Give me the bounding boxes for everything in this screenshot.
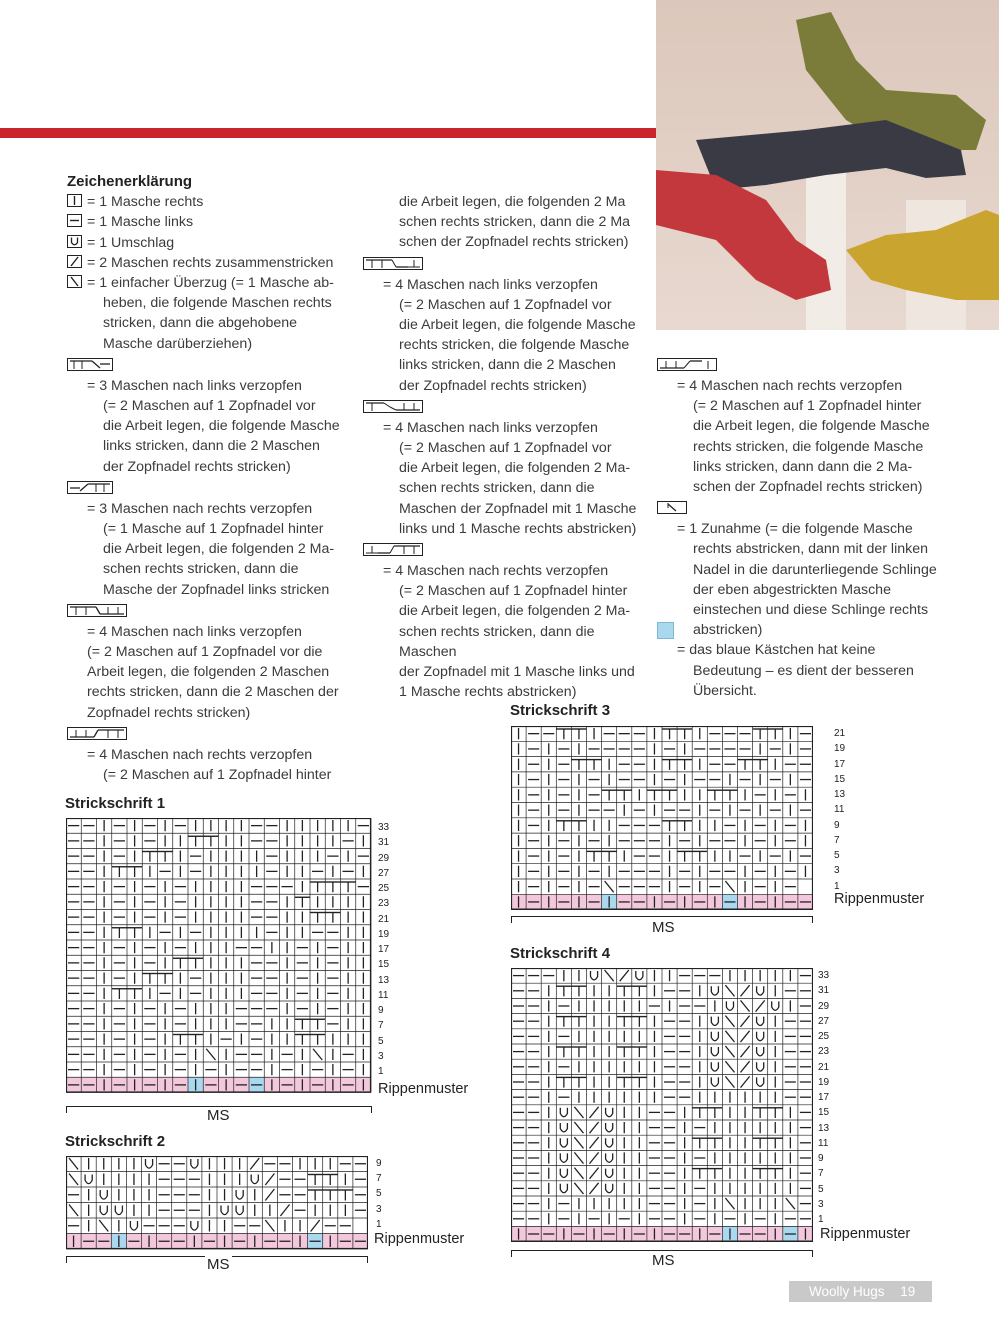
skp-stitch (725, 1076, 734, 1087)
cable-4-left-purl-b-icon (363, 400, 423, 413)
skp-stitch (741, 1000, 750, 1011)
row-number: 3 (376, 1203, 382, 1215)
chart-1-ms-label: MS (207, 1107, 230, 1124)
yarnover-stitch (100, 1206, 107, 1215)
k2tog-stitch (756, 1000, 765, 1011)
yarnover-stitch (560, 1108, 567, 1117)
legend-item-header (657, 497, 957, 519)
row-number: 25 (378, 883, 390, 894)
k2tog-stitch (590, 1168, 599, 1179)
row-number: 21 (818, 1061, 830, 1073)
skp-stitch (206, 1049, 215, 1060)
chart-2-ms-label: MS (207, 1256, 230, 1273)
legend-item: = 1 einfacher Überzug (= 1 Masche ab- heben, die folgende Maschen rechts stricken, dann die abgehobene Masche darüberziehen) (67, 273, 352, 354)
skp-stitch (574, 1137, 583, 1148)
row-number: 7 (818, 1168, 824, 1180)
yarnover-stitch (560, 1123, 567, 1132)
row-number: 25 (818, 1031, 830, 1042)
yarnover-stitch (606, 1123, 613, 1132)
row-number: 23 (378, 898, 390, 910)
k2tog-stitch (741, 1061, 750, 1072)
skp-stitch (574, 1152, 583, 1163)
legend-item: = 4 Maschen nach rechts verzopfen (= 2 Maschen auf 1 Zopfnadel hinter (87, 746, 332, 784)
chart-3-footer: Rippenmuster (834, 891, 925, 907)
row-number: 19 (818, 1076, 830, 1088)
legend-column-1 (67, 172, 352, 785)
legend-item: = 1 Umschlag (67, 233, 352, 253)
k2tog-stitch (590, 1122, 599, 1133)
legend-item: = das blaue Kästchen hat keine Bedeutung – es dient der besseren Übersicht. (677, 642, 914, 699)
row-number: 27 (378, 867, 390, 879)
row-number: 19 (834, 743, 846, 755)
skp-stitch (725, 881, 734, 892)
row-number: 13 (834, 789, 846, 800)
chart-3-title: Strickschrift 3 (510, 702, 611, 719)
k2tog-stitch (265, 1189, 274, 1201)
socks-photo (656, 0, 999, 330)
yarnover-stitch (757, 1047, 764, 1056)
chart-1-footer: Rippenmuster (378, 1081, 469, 1097)
legend-item: = 2 Maschen rechts zusammenstricken (67, 253, 352, 273)
skp-stitch (69, 1174, 78, 1186)
cable-3-right-icon (67, 481, 113, 494)
increase-icon (657, 501, 687, 514)
yarnover-stitch (606, 1184, 613, 1193)
chart-3-ms-label: MS (652, 919, 675, 936)
yarnover-stitch (591, 971, 598, 980)
yarnover-stitch (251, 1175, 258, 1184)
chart-2-grid (66, 1156, 368, 1250)
yarnover-stitch (711, 1077, 718, 1086)
legend-item: = 4 Maschen nach links verzopfen (= 2 Maschen auf 1 Zopfnadel vor die Arbeit legen, die folgenden 2 Maschen rechts stricken, dann die 2 Maschen der Zopfnadel rechts stricken) (87, 623, 339, 721)
chart-1-title: Strickschrift 1 (65, 795, 166, 812)
row-number: 5 (378, 1035, 384, 1047)
row-number: 3 (834, 865, 840, 877)
row-number: 17 (818, 1092, 830, 1103)
chart-4-footer: Rippenmuster (820, 1226, 911, 1242)
row-number: 7 (378, 1020, 384, 1032)
purl-symbol-icon (67, 214, 82, 227)
row-number: 1 (818, 1214, 824, 1225)
k2tog-stitch (590, 1107, 599, 1118)
row-number: 29 (378, 852, 390, 864)
legend-column-3 (657, 354, 957, 701)
row-number: 9 (378, 1005, 384, 1016)
row-number: 1 (376, 1218, 382, 1230)
chart-2-footer: Rippenmuster (374, 1231, 465, 1247)
legend-item: = 1 Masche links (67, 212, 352, 232)
yarnover-stitch (191, 1159, 198, 1168)
cable-4-left-icon (67, 604, 127, 617)
yarnover-stitch (757, 1017, 764, 1026)
legend-item-header (67, 600, 352, 622)
page-footer (789, 1281, 932, 1302)
yarnover-stitch (85, 1175, 92, 1184)
row-number: 29 (818, 1000, 830, 1012)
chart-1-grid (66, 818, 372, 1096)
yarnover-stitch (130, 1221, 137, 1230)
row-number: 31 (378, 837, 390, 849)
chart-3-grid (511, 726, 813, 910)
row-number: 1 (834, 880, 840, 892)
skp-stitch (725, 1198, 734, 1209)
skp-stitch (725, 1016, 734, 1027)
row-number: 7 (376, 1173, 382, 1185)
yarnover-stitch (606, 1108, 613, 1117)
yarnover-stitch (711, 986, 718, 995)
skp-stitch (605, 881, 614, 892)
skp-symbol-icon (67, 275, 82, 288)
yarnover-stitch (711, 1032, 718, 1041)
skp-stitch (574, 1183, 583, 1194)
yarnover-stitch (711, 1062, 718, 1071)
yarnover-stitch (221, 1206, 228, 1215)
row-number: 15 (818, 1107, 830, 1119)
chart-4-row-labels (818, 968, 829, 1227)
row-number: 1 (378, 1066, 384, 1077)
legend-item: = 3 Maschen nach rechts verzopfen (= 1 Masche auf 1 Zopfnadel hinter die Arbeit legen, die folgenden 2 Ma- schen rechts stricken, dann die Masche der Zopfnadel links stricken (87, 500, 335, 598)
yarnover-stitch (606, 1138, 613, 1147)
chart-4-ms-label: MS (652, 1252, 675, 1269)
row-number: 5 (376, 1188, 382, 1200)
row-number: 19 (378, 928, 390, 940)
yarnover-symbol-icon (67, 235, 82, 248)
yarnover-stitch (636, 971, 643, 980)
legend-item: = 4 Maschen nach links verzopfen (= 2 Maschen auf 1 Zopfnadel vor die Arbeit legen, die folgenden 2 Ma- schen rechts stricken, dann die Maschen der Zopfnadel mit 1 Masche links und 1 Masche rechts abstricken) (383, 419, 637, 537)
yarnover-stitch (772, 1001, 779, 1010)
yarnover-stitch (757, 1077, 764, 1086)
row-number: 13 (818, 1122, 830, 1134)
row-number: 27 (818, 1015, 830, 1027)
legend-item: = 1 Masche rechts (67, 192, 352, 212)
skp-stitch (574, 1168, 583, 1179)
skp-stitch (99, 1220, 108, 1232)
row-number: 31 (818, 985, 830, 997)
skp-stitch (574, 1107, 583, 1118)
chart-4-grid (511, 968, 813, 1242)
legend-item: = 4 Maschen nach links verzopfen (= 2 Maschen auf 1 Zopfnadel vor die Arbeit legen, die folgende Masche rechts stricken, die folgende Masche links stricken, dann die 2 Maschen der Zopfnadel rechts stricken) (383, 276, 636, 394)
cable-4-right-purl-icon (363, 543, 423, 556)
k2tog-stitch (620, 970, 629, 981)
legend-item-header (67, 477, 352, 499)
chart-4-title: Strickschrift 4 (510, 945, 611, 962)
row-number: 15 (378, 959, 390, 971)
yarnover-stitch (236, 1206, 243, 1215)
row-number: 11 (818, 1137, 829, 1149)
row-number: 3 (818, 1198, 824, 1210)
k2tog-stitch (741, 1046, 750, 1057)
skp-stitch (725, 1046, 734, 1057)
skp-stitch (605, 970, 614, 981)
row-number: 9 (834, 819, 840, 831)
row-number: 7 (834, 834, 840, 846)
chart-2-row-labels (376, 1156, 382, 1232)
legend-continuation: die Arbeit legen, die folgenden 2 Ma schen rechts stricken, dann die 2 Ma schen der Zopfnadel rechts stricken) (399, 194, 631, 251)
legend-item: = 3 Maschen nach links verzopfen (= 2 Maschen auf 1 Zopfnadel vor die Arbeit legen, die folgende Masche links stricken, dann die 2 Maschen der Zopfnadel rechts stricken) (87, 377, 340, 475)
k2tog-stitch (741, 1076, 750, 1087)
yarnover-stitch (711, 1047, 718, 1056)
yarnover-stitch (711, 1017, 718, 1026)
row-number: 11 (834, 804, 845, 816)
legend-item-header (363, 539, 653, 561)
skp-stitch (313, 1049, 322, 1060)
k2tog-stitch (741, 985, 750, 996)
row-number: 17 (834, 758, 846, 770)
chart-1-row-labels (378, 820, 389, 1079)
skp-stitch (725, 1031, 734, 1042)
cable-4-right-purl-b-icon (657, 358, 717, 371)
k2tog-symbol-icon (67, 255, 82, 268)
chart-2-title: Strickschrift 2 (65, 1133, 166, 1150)
legend-item: = 4 Maschen nach rechts verzopfen (= 2 Maschen auf 1 Zopfnadel hinter die Arbeit legen, die folgende Masche rechts stricken, die folgende Masche links stricken, dann dann die 2 Ma- schen der Zopfnadel rechts stricken) (677, 378, 930, 496)
knit-symbol-icon (67, 194, 82, 207)
skp-stitch (725, 985, 734, 996)
blue-box-icon (657, 622, 674, 639)
row-number: 3 (378, 1050, 384, 1062)
yarnover-stitch (560, 1184, 567, 1193)
row-number: 9 (818, 1153, 824, 1164)
k2tog-stitch (265, 1174, 274, 1186)
cable-3-left-icon (67, 358, 113, 371)
row-number: 33 (818, 970, 830, 981)
row-number: 9 (376, 1158, 382, 1169)
k2tog-stitch (590, 1137, 599, 1148)
k2tog-stitch (311, 1220, 320, 1232)
skp-stitch (265, 1220, 274, 1232)
row-number: 23 (818, 1046, 830, 1058)
row-number: 11 (378, 989, 389, 1001)
yarnover-stitch (606, 1153, 613, 1162)
row-number: 5 (834, 850, 840, 861)
chart-3-row-labels (834, 726, 845, 894)
legend-item-header (363, 253, 653, 275)
magazine-name: Woolly Hugs (809, 1284, 885, 1299)
skp-stitch (69, 1205, 78, 1217)
legend-item: = 1 Zunahme (= die folgende Masche rechts abstricken, dann mit der linken Nadel in die darunterliegende Schlinge der eben abgestrickten Masche einstechen und diese Schlinge rechts abstricken) (657, 519, 957, 640)
yarnover-stitch (191, 1221, 198, 1230)
k2tog-stitch (741, 1016, 750, 1027)
yarnover-stitch (560, 1169, 567, 1178)
skp-stitch (786, 1198, 795, 1209)
k2tog-stitch (590, 1152, 599, 1163)
k2tog-stitch (250, 1158, 259, 1170)
legend-item: = 4 Maschen nach rechts verzopfen (= 2 Maschen auf 1 Zopfnadel hinter die Arbeit legen, die folgenden 2 Ma- schen rechts stricken, dann die Maschen der Zopfnadel mit 1 Masche links und 1 Masche rechts abstricken) (383, 563, 635, 701)
row-number: 15 (834, 773, 846, 785)
page-number: 19 (900, 1284, 916, 1299)
legend-item-header (67, 354, 352, 376)
legend-column-2 (363, 192, 653, 702)
legend-title: Zeichenerklärung (67, 173, 193, 190)
yarnover-stitch (115, 1206, 122, 1215)
row-number: 5 (818, 1183, 824, 1195)
yarnover-stitch (757, 1032, 764, 1041)
legend-item-header (657, 354, 957, 376)
skp-stitch (69, 1158, 78, 1170)
row-number: 33 (378, 822, 390, 833)
yarnover-stitch (236, 1190, 243, 1199)
legend-item-header (363, 396, 653, 418)
yarnover-stitch (560, 1153, 567, 1162)
yarnover-stitch (560, 1138, 567, 1147)
cable-4-right-icon (67, 727, 127, 740)
yarnover-stitch (146, 1159, 153, 1168)
row-number: 21 (378, 913, 390, 925)
yarnover-stitch (726, 1001, 733, 1010)
skp-stitch (725, 1061, 734, 1072)
row-number: 13 (378, 974, 390, 986)
yarnover-stitch (757, 1062, 764, 1071)
k2tog-stitch (280, 1205, 289, 1217)
yarnover-stitch (100, 1190, 107, 1199)
legend-item-header (67, 723, 352, 745)
cable-4-left-purl-icon (363, 257, 423, 270)
skp-stitch (574, 1122, 583, 1133)
yarnover-stitch (606, 1169, 613, 1178)
k2tog-stitch (590, 1183, 599, 1194)
header-red-bar (0, 128, 656, 138)
row-number: 17 (378, 944, 390, 955)
k2tog-stitch (741, 1031, 750, 1042)
yarnover-stitch (757, 986, 764, 995)
row-number: 21 (834, 728, 846, 739)
